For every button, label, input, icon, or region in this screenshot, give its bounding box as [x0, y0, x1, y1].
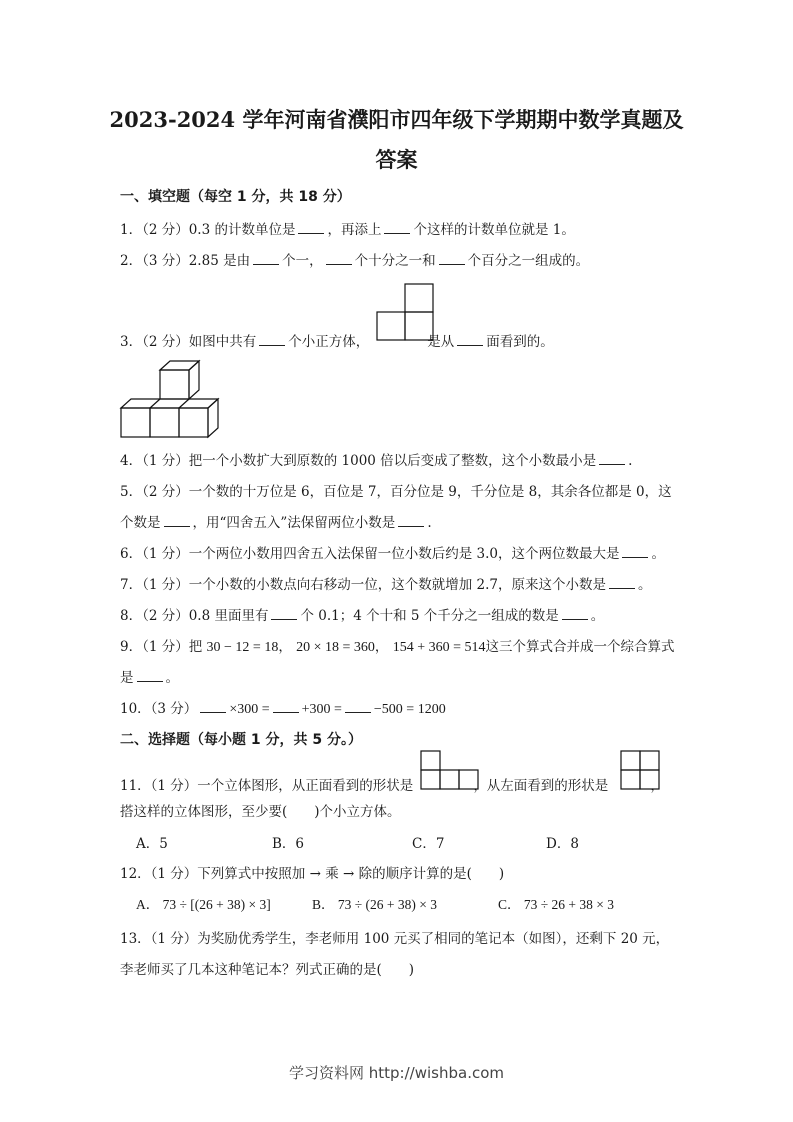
answer-blank[interactable] [599, 452, 625, 465]
question-9-line-1: 9．（1 分）把 30 − 12 = 18， 20 × 18 = 360， 154 + 360 = 514这三个算式合并成一个综合算式 [120, 639, 675, 655]
arrow-right-icon: → [338, 866, 359, 882]
question-7: 7．（1 分）一个小数的小数点向右移动一位，这个数就增加 2.7，原来这个小数是 。 [120, 577, 652, 593]
section-1-heading: 一、填空题（每空 1 分，共 18 分） [120, 189, 351, 205]
question-12: 12．（1 分）下列算式中按照加 → 乘 → 除的顺序计算的是( ) [120, 866, 505, 882]
question-13-line-1: 13．（1 分）为奖励优秀学生，李老师用 100 元买了相同的笔记本（如图），还剩下 20 元， [120, 931, 670, 947]
answer-blank[interactable] [271, 607, 297, 620]
answer-blank[interactable] [298, 221, 324, 234]
question-4: 4．（1 分）把一个小数扩大到原数的 1000 倍以后变成了整数，这个小数最小是 . [120, 453, 633, 469]
question-9-line-2: 是 。 [120, 670, 179, 686]
question-11-line-1: 11．（1 分）一个立体图形，从正面看到的形状是 ，从左面看到的形状是 ， [120, 778, 664, 794]
title-line-2: 答案 [375, 147, 418, 172]
question-1: 1．（2 分）0.3 的计数单位是 ，再添上 个这样的计数单位就是 1。 [120, 222, 575, 238]
answer-blank[interactable] [439, 252, 465, 265]
answer-blank[interactable] [622, 545, 648, 558]
question-2: 2．（3 分）2.85 是由 个一， 个十分之一和 个百分之一组成的。 [120, 253, 590, 269]
answer-blank[interactable] [562, 607, 588, 620]
q12-option-a[interactable]: A． 73 ÷ [(26 + 38) × 3] [136, 897, 271, 912]
answer-blank[interactable] [345, 700, 371, 713]
q11-option-b[interactable]: B．6 [272, 836, 305, 852]
answer-blank[interactable] [164, 514, 190, 527]
cubes-3d-figure [120, 358, 220, 440]
answer-blank[interactable] [609, 576, 635, 589]
answer-blank[interactable] [384, 221, 410, 234]
footer-watermark: 学习资料网 http://wishba.com [289, 1064, 504, 1082]
question-8: 8．（2 分）0.8 里面里有 个 0.1；4 个十和 5 个千分之一组成的数是 。 [120, 608, 605, 624]
question-5-line-1: 5．（2 分）一个数的十万位是 6，百位是 7，百分位是 9，千分位是 8，其余各位都是 0，这 [120, 484, 672, 500]
arrow-right-icon: → [305, 866, 326, 882]
question-3: 3．（2 分）如图中共有 个小正方体， 是从 面看到的。 [120, 334, 554, 350]
question-10: 10．（3 分） ×300 = +300 = −500 = 1200 [120, 701, 446, 717]
answer-blank[interactable] [259, 333, 285, 346]
answer-blank[interactable] [273, 700, 299, 713]
answer-blank[interactable] [457, 333, 483, 346]
answer-blank[interactable] [326, 252, 352, 265]
q11-option-d[interactable]: D．8 [546, 836, 579, 852]
answer-blank[interactable] [200, 700, 226, 713]
answer-blank[interactable] [398, 514, 424, 527]
q12-option-c[interactable]: C． 73 ÷ 26 + 38 × 3 [498, 897, 615, 912]
q12-option-b[interactable]: B． 73 ÷ (26 + 38) × 3 [312, 897, 438, 912]
answer-blank[interactable] [137, 669, 163, 682]
section-2-heading: 二、选择题（每小题 1 分，共 5 分。） [120, 732, 362, 748]
view-shape-figure [376, 283, 436, 343]
question-11-line-2: 搭这样的立体图形，至少要( )个小立方体。 [120, 804, 401, 820]
q11-option-a[interactable]: A．5 [136, 836, 168, 852]
question-13-line-2: 李老师买了几本这种笔记本？列式正确的是( ) [120, 962, 415, 978]
question-6: 6．（1 分）一个两位小数用四舍五入法保留一位小数后约是 3.0，这个两位数最大是 。 [120, 546, 665, 562]
answer-blank[interactable] [253, 252, 279, 265]
title-line-1: 2023-2024 学年河南省濮阳市四年级下学期期中数学真题及 [109, 107, 684, 132]
left-view-figure [620, 750, 662, 790]
front-view-figure [420, 750, 480, 790]
q11-option-c[interactable]: C．7 [412, 836, 445, 852]
question-5-line-2: 个数是 ，用“四舍五入”法保留两位小数是 . [120, 515, 432, 531]
